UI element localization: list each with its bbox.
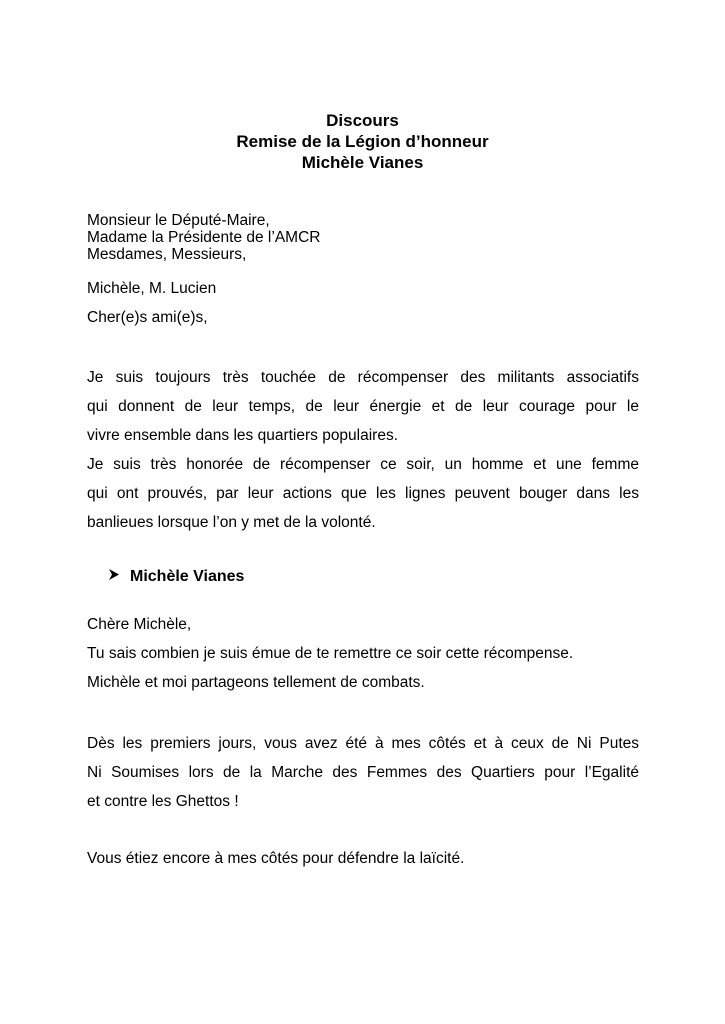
body-paragraph-2 — [87, 729, 639, 816]
paragraph-line: Ni Soumises lors de la Marche des Femmes des Quartiers pour l’Egalité — [87, 764, 639, 781]
paragraph-line: Je suis très honorée de récompenser ce soir, un homme et une femme — [87, 456, 639, 473]
paragraph-line: vivre ensemble dans les quartiers populaires. — [87, 427, 399, 444]
paragraph-line: banlieues lorsque l’on y met de la volonté. — [87, 514, 376, 531]
salutation-line: Monsieur le Député-Maire, — [87, 212, 270, 229]
arrow-bullet-icon — [108, 566, 122, 586]
title-line-2: Remise de la Légion d’honneur — [236, 132, 489, 151]
section-heading — [108, 566, 244, 587]
salutation-line: Cher(e)s ami(e)s, — [87, 309, 208, 326]
salutation-line: Madame la Présidente de l’AMCR — [87, 229, 321, 246]
section-heading-text: Michèle Vianes — [130, 568, 245, 585]
body-paragraph-1 — [87, 610, 639, 697]
body-paragraph-3 — [87, 844, 639, 873]
paragraph-line: qui ont prouvés, par leur actions que les lignes peuvent bouger dans les — [87, 485, 639, 502]
paragraph-line: et contre les Ghettos ! — [87, 793, 239, 810]
document-title — [0, 110, 725, 173]
paragraph-line: Chère Michèle, — [87, 616, 192, 633]
title-line-1: Discours — [326, 111, 399, 130]
paragraph-line: qui donnent de leur temps, de leur énergie et de leur courage pour le — [87, 398, 639, 415]
paragraph-line: Je suis toujours très touchée de récompenser des militants associatifs — [87, 369, 639, 386]
paragraph-line: Vous étiez encore à mes côtés pour défendre la laïcité. — [87, 850, 465, 867]
salutation-line: Michèle, M. Lucien — [87, 280, 217, 297]
salutation-line: Mesdames, Messieurs, — [87, 246, 247, 263]
paragraph-line: Dès les premiers jours, vous avez été à mes côtés et à ceux de Ni Putes — [87, 735, 639, 752]
paragraph-line: Michèle et moi partageons tellement de combats. — [87, 674, 425, 691]
paragraph-line: Tu sais combien je suis émue de te remettre ce soir cette récompense. — [87, 645, 574, 662]
title-line-3: Michèle Vianes — [301, 153, 424, 172]
intro-paragraph — [87, 363, 639, 537]
